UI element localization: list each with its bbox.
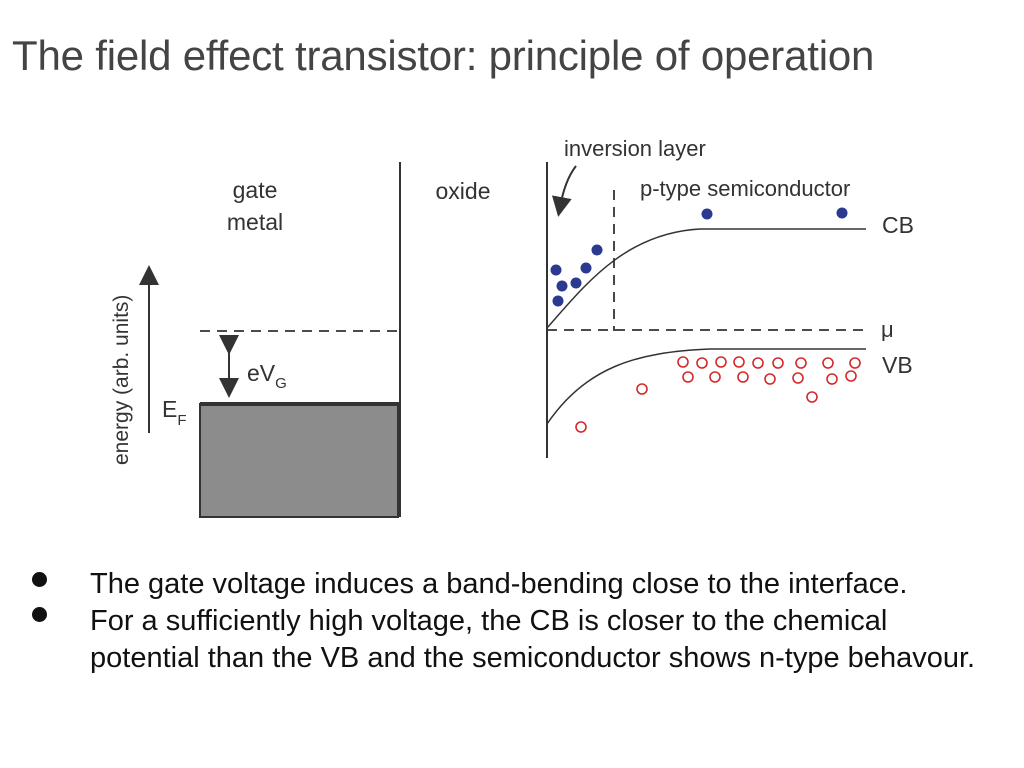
electrons xyxy=(551,208,848,307)
hole xyxy=(697,358,707,368)
electron xyxy=(557,281,568,292)
inversion-layer-pointer xyxy=(560,166,576,207)
hole xyxy=(773,358,783,368)
metal-label: metal xyxy=(226,209,284,235)
conduction-band-curve xyxy=(547,229,866,328)
bullet-item xyxy=(32,603,992,677)
gate-voltage-label: $eV_G$ xyxy=(247,360,287,392)
bullet-item xyxy=(32,566,992,603)
mu-label: μ xyxy=(881,317,894,342)
gate-metal-block xyxy=(200,404,398,517)
hole xyxy=(683,372,693,382)
hole xyxy=(793,373,803,383)
electron xyxy=(551,265,562,276)
hole xyxy=(738,372,748,382)
bullet-list xyxy=(32,566,992,677)
electron xyxy=(571,278,582,289)
hole xyxy=(807,392,817,402)
hole xyxy=(637,384,647,394)
gate-label: gate xyxy=(232,177,278,203)
hole xyxy=(796,358,806,368)
semiconductor-label: p-type semiconductor xyxy=(640,176,851,201)
hole xyxy=(765,374,775,384)
electron xyxy=(553,296,564,307)
electron xyxy=(837,208,848,219)
holes xyxy=(576,357,860,432)
bullet-text: The gate voltage induces a band-bending close to the interface. xyxy=(90,568,908,600)
electron xyxy=(702,209,713,220)
oxide-label: oxide xyxy=(435,178,491,204)
energy-axis-label: energy (arb. units) xyxy=(110,294,133,465)
electron xyxy=(581,263,592,274)
inversion-layer-label: inversion layer xyxy=(564,136,706,161)
hole xyxy=(710,372,720,382)
hole xyxy=(753,358,763,368)
hole xyxy=(850,358,860,368)
hole xyxy=(827,374,837,384)
bullet-dot xyxy=(32,572,47,587)
hole xyxy=(678,357,688,367)
cb-label: CB xyxy=(882,212,914,238)
slide-title: The field effect transistor: principle of operation xyxy=(12,32,875,79)
fermi-energy-label: $E_F$ xyxy=(162,396,187,429)
vb-label: VB xyxy=(882,352,913,378)
hole xyxy=(846,371,856,381)
electron xyxy=(592,245,603,256)
hole xyxy=(716,357,726,367)
hole xyxy=(576,422,586,432)
hole xyxy=(734,357,744,367)
bullet-text: For a sufficiently high voltage, the CB is closer to the chemical potential than the VB and the semiconductor shows n-type behavour. xyxy=(90,605,976,674)
hole xyxy=(823,358,833,368)
bullet-dot xyxy=(32,607,47,622)
